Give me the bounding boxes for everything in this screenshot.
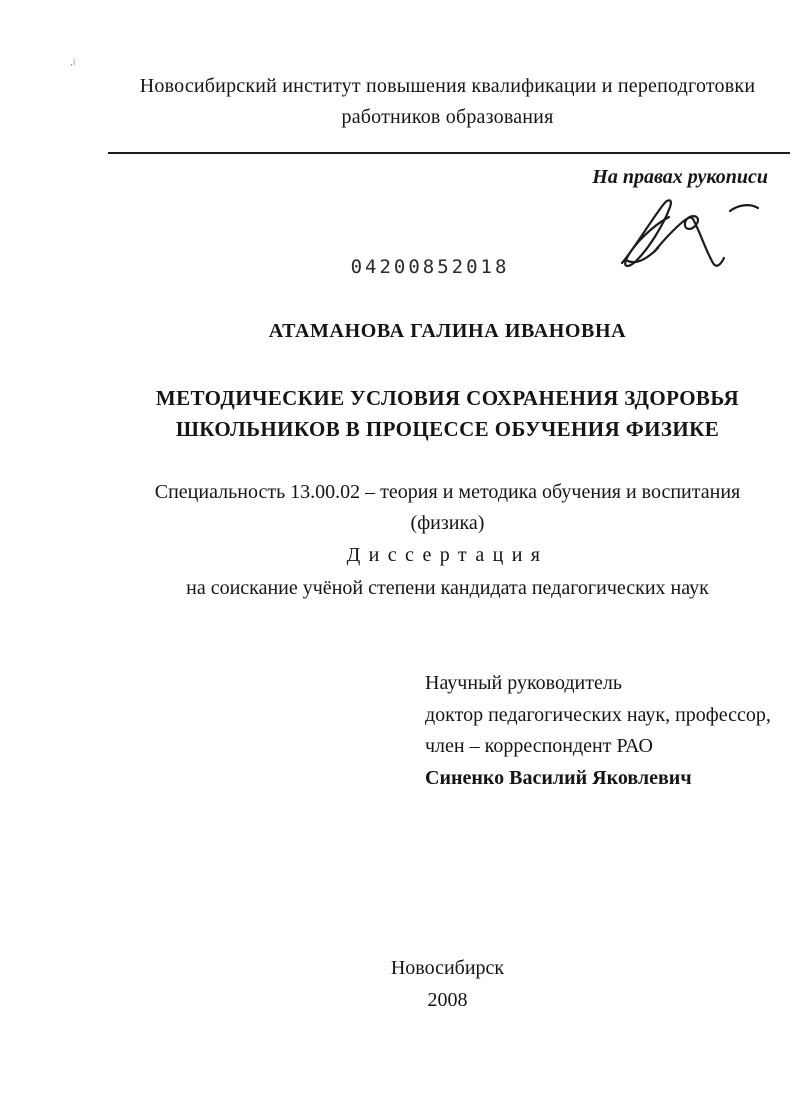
dissertation-title-line2: ШКОЛЬНИКОВ В ПРОЦЕССЕ ОБУЧЕНИЯ ФИЗИКЕ bbox=[175, 417, 720, 441]
header-divider-rule bbox=[108, 152, 790, 154]
dissertation-title-line1: МЕТОДИЧЕСКИЕ УСЛОВИЯ СОХРАНЕНИЯ ЗДОРОВЬЯ bbox=[155, 386, 740, 410]
supervisor-name: Синенко Василий Яковлевич bbox=[425, 767, 692, 789]
institute-name-line2: работников образования bbox=[341, 106, 554, 128]
document-type-label: Диссертация bbox=[346, 544, 549, 566]
specialty-line2: (физика) bbox=[410, 512, 485, 534]
degree-pursuit-line: на соискание учёной степени кандидата педагогических наук bbox=[186, 577, 709, 599]
manuscript-rights-note: На правах рукописи bbox=[592, 166, 768, 188]
specialty-line1: Специальность 13.00.02 – теория и методика обучения и воспитания bbox=[154, 481, 741, 503]
supervisor-label: Научный руководитель bbox=[425, 672, 622, 694]
institute-name-line1: Новосибирский институт повышения квалификации и переподготовки bbox=[139, 75, 756, 97]
author-name: АТАМАНОВА ГАЛИНА ИВАНОВНА bbox=[268, 320, 627, 342]
supervisor-degree: доктор педагогических наук, профессор, bbox=[425, 704, 771, 726]
publication-city: Новосибирск bbox=[390, 957, 505, 979]
publication-year: 2008 bbox=[427, 989, 468, 1011]
scan-artifact-speck: ,i bbox=[70, 58, 76, 68]
supervisor-membership: член – корреспондент РАО bbox=[425, 735, 653, 757]
registration-stamp-number: 04200852018 bbox=[350, 256, 510, 278]
